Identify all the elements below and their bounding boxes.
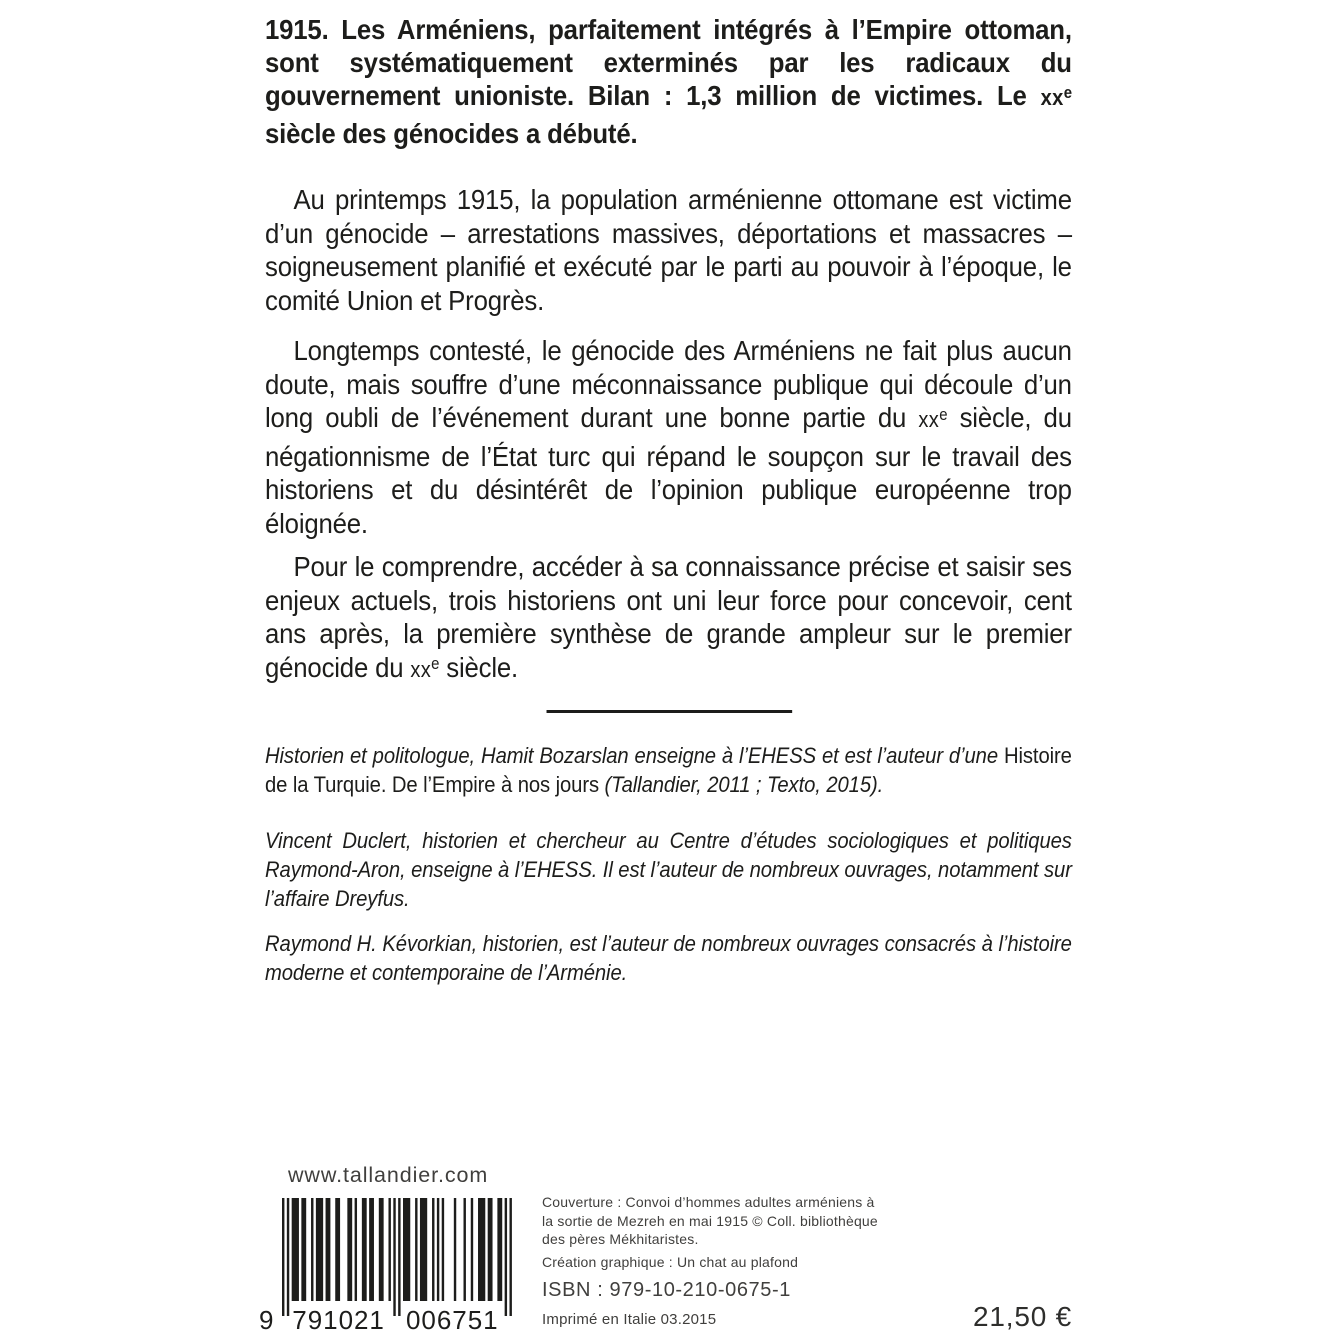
barcode-bar (355, 1198, 357, 1301)
text-segment: xx (1040, 85, 1064, 110)
isbn: ISBN : 979-10-210-0675-1 (542, 1279, 791, 1301)
print-info: Imprimé en Italie 03.2015 (542, 1311, 717, 1328)
barcode-bar (420, 1198, 427, 1301)
barcode-bar (287, 1198, 289, 1316)
author-bio-kevorkian (265, 929, 1072, 987)
barcode-bar (509, 1198, 511, 1316)
barcode-bar (292, 1198, 299, 1301)
ean13-barcode (256, 1198, 518, 1334)
text-segment: e (939, 405, 948, 424)
barcode-bar (442, 1198, 444, 1301)
author-bio-bozarslan (265, 741, 1072, 799)
barcode-bar (282, 1198, 284, 1316)
body-paragraph-1 (265, 183, 1072, 317)
barcode-bar (335, 1198, 340, 1301)
barcode-bar (497, 1198, 502, 1301)
barcode-bar (398, 1198, 400, 1316)
cover-photo-credit: Couverture : Convoi d’hommes adultes arméniens à la sortie de Mezreh en mai 1915 © Coll. bibliothèque des pères Mékhitaristes. (542, 1194, 878, 1247)
price: 21,50 € (973, 1301, 1073, 1332)
barcode-bar (369, 1198, 374, 1301)
barcode-bar (454, 1198, 456, 1301)
text-segment: Historien et politologue, Hamit Bozarslan enseigne à l’EHESS et est l’auteur d’une (265, 743, 1004, 768)
barcode-bar (316, 1198, 323, 1301)
text-segment: siècle. (439, 651, 518, 683)
barcode-digits: 9 (259, 1305, 274, 1334)
barcode-bar (505, 1198, 507, 1316)
barcode-bar (403, 1198, 410, 1301)
text-segment: xx (918, 407, 940, 432)
text-segment: (Tallandier, 2011 ; Texto, 2015). (604, 772, 884, 797)
blurb-column (265, 0, 1072, 1050)
body-paragraph-3 (265, 550, 1072, 689)
barcode-bar (478, 1198, 485, 1301)
barcode-bar (415, 1198, 417, 1301)
barcode-bar (362, 1198, 367, 1301)
barcode-bar (311, 1198, 313, 1301)
text-segment: Pour le comprendre, accéder à sa connaissance précise et saisir ses enjeux actuels, trois historiens ont uni leur force pour concevoir, cent ans après, la première synthèse de grande ampleur sur le premier génocide du (265, 551, 1072, 683)
text-segment: xx (410, 656, 432, 682)
headline-paragraph (265, 13, 1072, 150)
publisher-website: www.tallandier.com (288, 1163, 489, 1187)
barcode-bar (437, 1198, 439, 1301)
text-segment: Longtemps contesté, le génocide des Arméniens ne fait plus aucun doute, mais souffre d’une méconnaissance publique qui découle d’un long oubli de l’événement durant une bonne partie du (265, 335, 1072, 433)
barcode-bar (347, 1198, 352, 1301)
barcode-bar (301, 1198, 306, 1301)
barcode-digits: 006751 (406, 1305, 498, 1334)
text-segment: Au printemps 1915, la population arménienne ottomane est victime d’un génocide – arrestations massives, déportations et massacres – soigneusement planifié et exécuté par le parti au pouvoir à l’époque, le comité Union et Progrès. (265, 184, 1072, 316)
barcode-bar (488, 1198, 493, 1301)
barcode-bar (388, 1198, 390, 1301)
text-segment: Vincent Duclert, historien et chercheur au Centre d’études sociologiques et politiques Raymond-Aron, enseigne à l’EHESS. Il est l’auteur de nombreux ouvrages, notamment sur l’affaire Dreyfus. (265, 828, 1072, 911)
author-bio-duclert (265, 826, 1072, 913)
text-segment: e (1063, 83, 1072, 102)
barcode-digits: 791021 (292, 1305, 384, 1334)
barcode-bar (471, 1198, 473, 1301)
design-credit: Création graphique : Un chat au plafond (542, 1254, 799, 1270)
text-segment: Raymond H. Kévorkian, historien, est l’auteur de nombreux ouvrages consacrés à l’histoire moderne et contemporaine de l’Arménie. (265, 931, 1072, 985)
barcode-bar (379, 1198, 384, 1301)
text-segment: Histoire de la Turquie. De l’Empire à nos jours (265, 743, 1072, 797)
barcode-bar (464, 1198, 466, 1301)
text-segment: 1915. Les Arméniens, parfaitement intégrés à l’Empire ottoman, sont systématiquement exterminés par les radicaux du gouvernement unioniste. Bilan : 1,3 million de victimes. Le (265, 14, 1072, 111)
barcode-bar (393, 1198, 395, 1316)
text-segment: e (431, 655, 440, 674)
text-segment: siècle, du négationnisme de l’État turc qui répand le soupçon sur le travail des historiens et du désintérêt de l’opinion publique européenne trop éloignée. (265, 402, 1072, 539)
section-divider-rule (546, 710, 792, 713)
barcode-bar (432, 1198, 434, 1301)
barcode-bar (326, 1198, 331, 1301)
body-paragraph-2 (265, 334, 1072, 540)
text-segment: siècle des génocides a débuté. (265, 118, 638, 149)
